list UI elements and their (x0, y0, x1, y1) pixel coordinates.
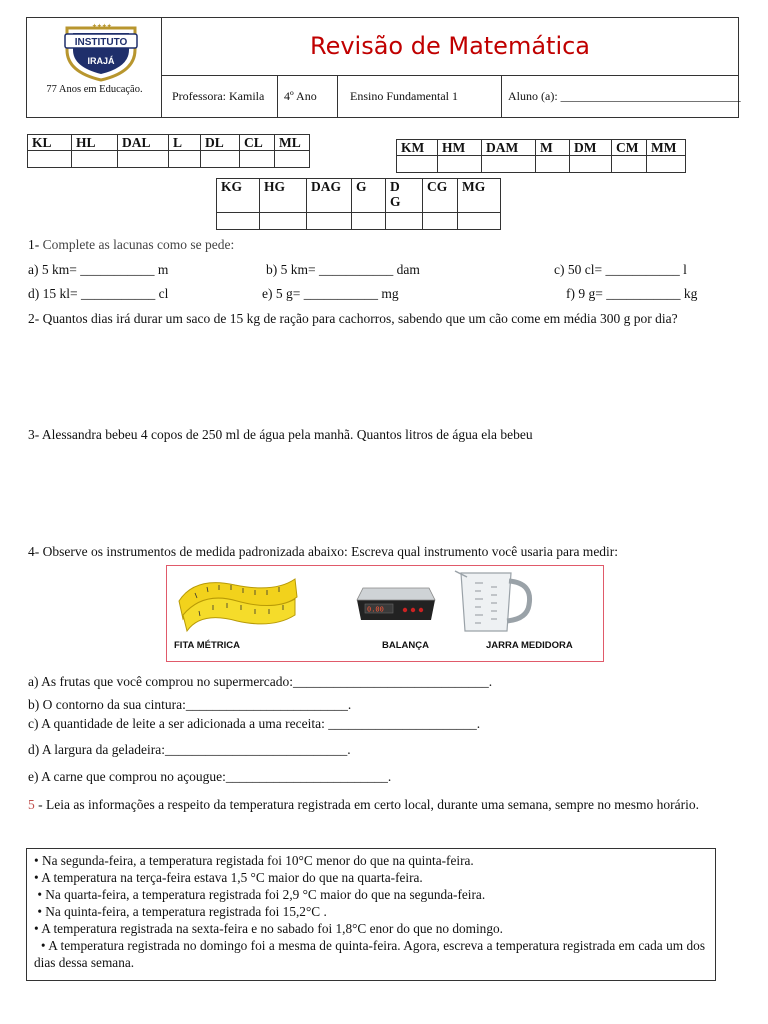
temp-line-1: • Na segunda-feira, a temperatura registada foi 10°C menor do que na quinta-feira. (34, 853, 474, 868)
unit-header: KL (28, 135, 72, 151)
q1-text: Complete as lacunas como se pede: (39, 237, 235, 252)
unit-cell[interactable] (647, 156, 686, 173)
q5-number: 5 (28, 797, 35, 812)
unit-cell[interactable] (201, 151, 240, 168)
unit-header: CM (612, 140, 647, 156)
q4-item-b[interactable]: b) O contorno da sua cintura:________________________. (28, 697, 352, 712)
unit-header-dg-1: D (390, 179, 400, 194)
q2-text: 2- Quantos dias irá durar um saco de 15 kg de ração para cachorros, sabendo que um cão come em média 300 g por dia? (28, 311, 678, 326)
teacher-name: Professora: Kamila (162, 76, 278, 117)
q1-item-f[interactable]: f) 9 g= ___________ kg (566, 286, 698, 301)
q4-prompt: 4- Observe os instrumentos de medida padronizada abaixo: Escreva qual instrumento você usaria para medir: (28, 544, 619, 559)
temp-line-6: • A temperatura registrada no domingo foi a mesma de quinta-feira. Agora, escreva a temperatura registrada em cada um dos dias dessa semana. (34, 938, 709, 970)
unit-header: MM (647, 140, 686, 156)
unit-header: CG (423, 179, 458, 213)
unit-header (386, 179, 423, 213)
unit-cell[interactable] (72, 151, 118, 168)
unit-cell[interactable] (458, 213, 501, 230)
temperature-info-box (26, 848, 716, 981)
unit-header: M (536, 140, 570, 156)
unit-header: HL (72, 135, 118, 151)
temp-line-3: • Na quarta-feira, a temperatura registrada foi 2,9 °C maior do que na segunda-feira. (34, 887, 486, 902)
unit-header: DM (570, 140, 612, 156)
unit-header: ML (275, 135, 310, 151)
unit-header: DAG (307, 179, 352, 213)
liters-table (27, 134, 310, 168)
q5-text: - Leia as informações a respeito da temperatura registrada em certo local, durante uma semana, sempre no mesmo horário. (34, 797, 699, 812)
temp-line-2: • A temperatura na terça-feira estava 1,5 °C maior do que na quarta-feira. (34, 870, 423, 885)
unit-cell[interactable] (438, 156, 482, 173)
label-measuring-jug: JARRA MEDIDORA (486, 640, 573, 651)
logo-line2: IRAJÁ (87, 56, 115, 66)
unit-header: CL (240, 135, 275, 151)
unit-header: L (169, 135, 201, 151)
q3-text: 3- Alessandra bebeu 4 copos de 250 ml de água pela manhã. Quantos litros de água ela bebeu (28, 427, 533, 442)
unit-header: DL (201, 135, 240, 151)
q1-item-b[interactable]: b) 5 km= ___________ dam (266, 262, 420, 277)
q1-prompt (28, 237, 234, 253)
logo-line1: INSTITUTO (74, 37, 128, 48)
q1-item-e[interactable]: e) 5 g= ___________ mg (262, 286, 399, 301)
unit-header: DAM (482, 140, 536, 156)
q1-item-d[interactable]: d) 15 kl= ___________ cl (28, 286, 169, 301)
school-logo (61, 20, 141, 82)
unit-header: KG (217, 179, 260, 213)
unit-cell[interactable] (307, 213, 352, 230)
unit-cell[interactable] (352, 213, 386, 230)
unit-cell[interactable] (423, 213, 458, 230)
grams-table (216, 178, 501, 230)
q4-item-e[interactable]: e) A carne que comprou no açougue:________________________. (28, 769, 392, 784)
header-box (26, 17, 739, 118)
unit-header: DAL (118, 135, 169, 151)
meters-table (396, 139, 686, 173)
level-label: Ensino Fundamental 1 (338, 76, 502, 117)
svg-text:0.00: 0.00 (367, 605, 384, 614)
unit-cell[interactable] (386, 213, 423, 230)
measuring-tape-icon (175, 571, 301, 635)
student-name-field[interactable]: Aluno (a): ______________________________ (508, 89, 741, 103)
q1-item-a[interactable]: a) 5 km= ___________ m (28, 262, 169, 277)
q1-item-c[interactable]: c) 50 cl= ___________ l (554, 262, 687, 277)
grade-label: 4º Ano (278, 76, 338, 117)
unit-cell[interactable] (217, 213, 260, 230)
unit-header: HM (438, 140, 482, 156)
unit-cell[interactable] (570, 156, 612, 173)
unit-cell[interactable] (397, 156, 438, 173)
unit-cell[interactable] (275, 151, 310, 168)
measuring-jug-icon (447, 569, 537, 635)
unit-cell[interactable] (28, 151, 72, 168)
temp-line-4: • Na quinta-feira, a temperatura registrada foi 15,2°C . (34, 904, 327, 919)
unit-header: KM (397, 140, 438, 156)
unit-cell[interactable] (240, 151, 275, 168)
logo-cell (27, 18, 162, 117)
q4-item-a[interactable]: a) As frutas que você comprou no supermercado:_____________________________. (28, 674, 493, 689)
instruments-image (166, 565, 604, 662)
label-scale: BALANÇA (382, 640, 429, 651)
unit-cell[interactable] (260, 213, 307, 230)
unit-cell[interactable] (536, 156, 570, 173)
unit-cell[interactable] (169, 151, 201, 168)
label-measuring-tape: FITA MÉTRICA (174, 640, 240, 651)
unit-cell[interactable] (612, 156, 647, 173)
q1-number: 1- (28, 237, 40, 252)
page-title: Revisão de Matemática (162, 18, 738, 76)
temp-line-5: • A temperatura registrada na sexta-feira e no sabado foi 1,8°C enor do que no domingo. (34, 921, 503, 936)
logo-stars: ★★★★ (92, 23, 112, 30)
q4-item-d[interactable]: d) A largura da geladeira:___________________________. (28, 742, 351, 757)
unit-header-dg-2: G (390, 194, 401, 209)
school-motto: 77 Anos em Educação. (46, 84, 143, 95)
unit-header: MG (458, 179, 501, 213)
unit-header: HG (260, 179, 307, 213)
scale-icon (353, 582, 439, 624)
q5-prompt (28, 797, 739, 813)
header-info-row (162, 76, 741, 117)
unit-header: G (352, 179, 386, 213)
unit-cell[interactable] (118, 151, 169, 168)
q4-item-c[interactable]: c) A quantidade de leite a ser adicionada a uma receita: ______________________. (28, 716, 481, 731)
unit-cell[interactable] (482, 156, 536, 173)
